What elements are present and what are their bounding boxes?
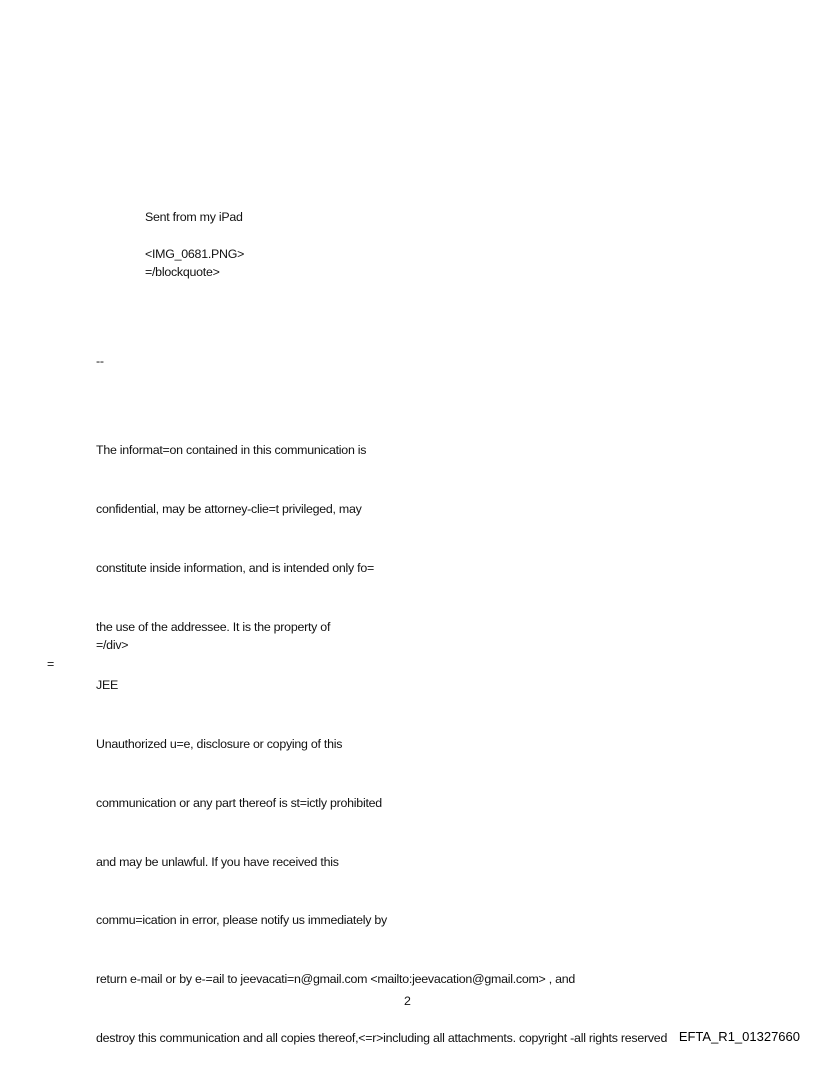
sent-from-line: Sent from my iPad <box>145 210 243 224</box>
disclaimer-line: communication or any part thereof is st=ictly prohibited <box>96 795 382 810</box>
disclaimer-line: the use of the addressee. It is the property of <box>96 619 331 634</box>
page-number: 2 <box>404 994 411 1008</box>
trailing-equals: = <box>47 657 54 671</box>
disclaimer-line: Unauthorized u=e, disclosure or copying of this <box>96 737 343 752</box>
document-id: EFTA_R1_01327660 <box>678 1029 800 1044</box>
disclaimer-line: confidential, may be attorney-clie=t privileged, may <box>96 501 362 516</box>
disclaimer-line: constitute inside information, and is intended only fo= <box>96 560 374 575</box>
disclaimer-line: and may be unlawful. If you have received this <box>96 854 339 869</box>
disclaimer-line: JEE <box>96 678 118 693</box>
blockquote-end: =/blockquote> <box>145 265 220 279</box>
disclaimer-line: commu=ication in error, please notify us immediately by <box>96 913 387 928</box>
div-end: =/div> <box>96 638 129 652</box>
disclaimer-block <box>96 402 667 1068</box>
disclaimer-line: return e-mail or by e-=ail to jeevacati=n@gmail.com <mailto:jeevacation@gmail.com> , and <box>96 972 576 987</box>
disclaimer-line: The informat=on contained in this communication is <box>96 443 367 458</box>
attachment-name: <IMG_0681.PNG> <box>145 247 245 261</box>
signature-separator: -- <box>96 354 104 368</box>
disclaimer-line: destroy this communication and all copies thereof,<=r>including all attachments. copyright -all rights reserved <box>96 1031 668 1045</box>
